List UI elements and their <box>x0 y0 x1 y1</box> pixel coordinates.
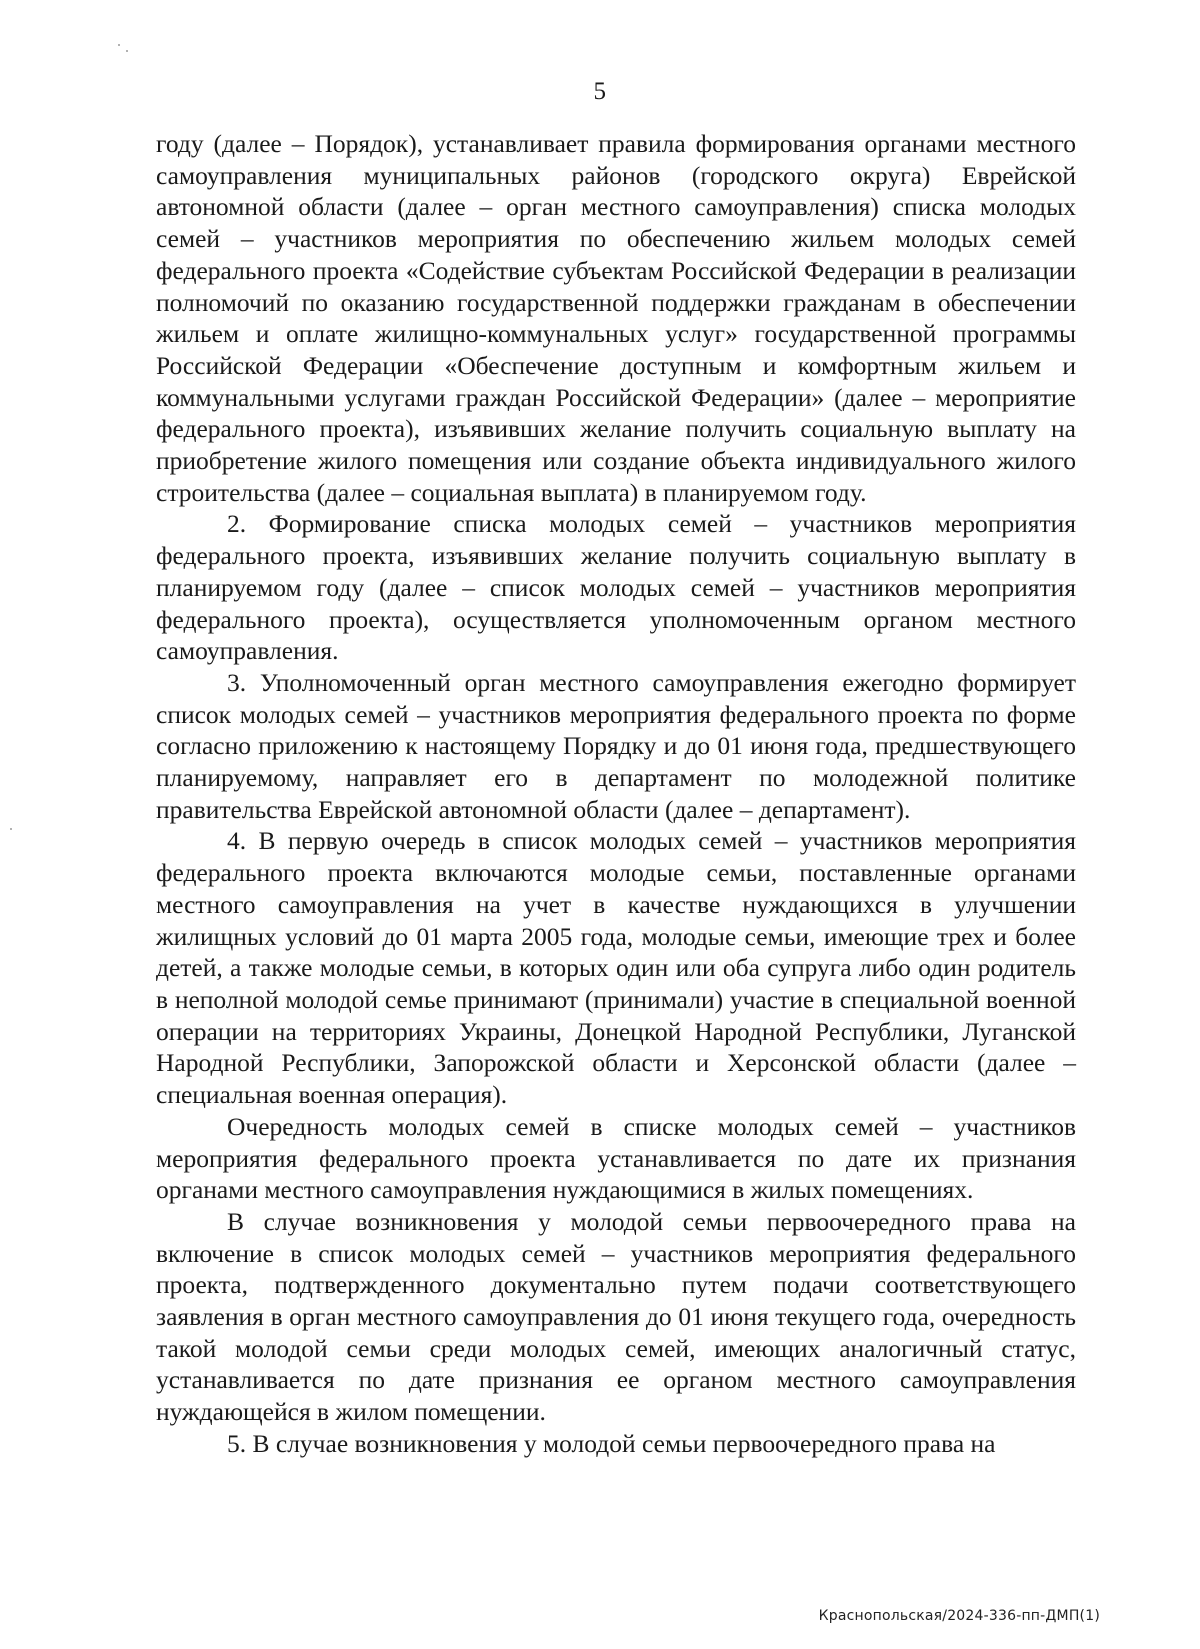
document-body <box>156 128 1076 1460</box>
paragraph-item-4: 4. В первую очередь в список молодых семей – участников мероприятия федерального проекта включаются молодые семьи, поставленные органами местного самоуправления на учет в качестве нуждающихся в улучшении жилищных условий до 01 марта 2005 года, молодые семьи, имеющие трех и более детей, а также молодые семьи, в которых один или оба супруга либо один родитель в неполной молодой семье принимают (принимали) участие в специальной военной операции на территориях Украины, Донецкой Народной Республики, Луганской Народной Республики, Запорожской области и Херсонской области (далее – специальная военная операция). <box>156 826 1076 1110</box>
paragraph-item-3: 3. Уполномоченный орган местного самоуправления ежегодно формирует список молодых семей – участников мероприятия федерального проекта по форме согласно приложению к настоящему Порядку и до 01 июня года, предшествующего планируемому, направляет его в департамент по молодежной политике правительства Еврейской автономной области (далее – департамент). <box>156 667 1076 824</box>
paragraph-item-5: 5. В случае возникновения у молодой семьи первоочередного права на <box>227 1428 996 1458</box>
scan-speck <box>126 50 128 52</box>
paragraph-priority-right: В случае возникновения у молодой семьи первоочередного права на включение в список молодых семей – участников мероприятия федерального проекта, подтвержденного документально путем подачи соответствующего заявления в орган местного самоуправления до 01 июня текущего года, очередность такой молодой семьи среди молодых семей, имеющих аналогичный статус, устанавливается по дате признания ее органом местного самоуправления нуждающейся в жилом помещении. <box>156 1206 1076 1427</box>
page-number: 5 <box>593 78 607 105</box>
scan-speck <box>118 44 120 46</box>
paragraph-continuation: году (далее – Порядок), устанавливает правила формирования органами местного самоуправления муниципальных районов (городского округа) Еврейской автономной области (далее – орган местного самоуправления) списка молодых семей – участников мероприятия по обеспечению жильем молодых семей федерального проекта «Содействие субъектам Российской Федерации в реализации полномочий по оказанию государственной поддержки гражданам в обеспечении жильем и оплате жилищно-коммунальных услуг» государственной программы Российской Федерации «Обеспечение доступным и комфортным жильем и коммунальными услугами граждан Российской Федерации» (далее – мероприятие федерального проекта), изъявивших желание получить социальную выплату на приобретение жилого помещения или создание объекта индивидуального жилого строительства (далее – социальная выплата) в планируемом году. <box>156 129 1076 507</box>
paragraph-queue-order: Очередность молодых семей в списке молодых семей – участников мероприятия федерального проекта устанавливается по дате их признания органами местного самоуправления нуждающимися в жилых помещениях. <box>156 1111 1076 1205</box>
scan-speck <box>10 828 12 830</box>
document-reference-code: Краснопольская/2024-336-пп-ДМП(1) <box>818 1608 1100 1624</box>
paragraph-item-2: 2. Формирование списка молодых семей – участников мероприятия федерального проекта, изъявивших желание получить социальную выплату в планируемом году (далее – список молодых семей – участников мероприятия федерального проекта), осуществляется уполномоченным органом местного самоуправления. <box>156 509 1076 666</box>
